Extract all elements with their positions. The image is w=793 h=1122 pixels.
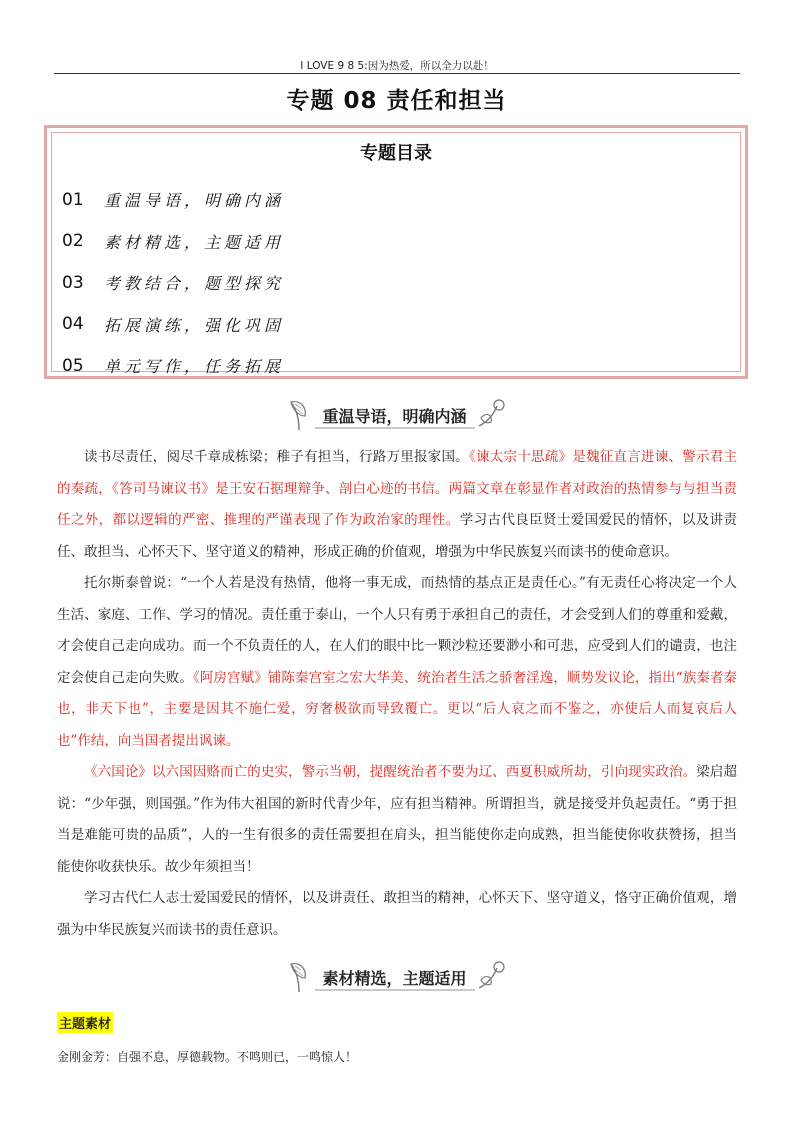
flower-icon [475,958,509,998]
header-divider [54,73,740,74]
toc-item-number: 02 [62,231,84,252]
toc-box [44,125,748,379]
toc-item[interactable] [62,345,284,387]
toc-list [62,179,284,387]
paragraph-1-body [57,442,737,568]
paragraph-1-tail: 学习古代良臣贤士爱国爱民的情怀，以及讲责任、敢担当、心怀天下、坚守道义的精神，形成正确的价值观，增强为中华民族复兴而读书的使命意识。 [57,512,738,560]
section-banner-intro [0,386,793,436]
toc-item-label: 重温导语，明确内涵 [104,191,285,211]
material-tag: 主题素材 [57,1012,113,1033]
page-header-text: I LOVE 9 8 5:因为热爱，所以全力以赴！ [300,60,494,72]
toc-item[interactable] [62,221,284,263]
paragraph-4-body: 学习古代仁人志士爱国爱民的情怀，以及讲责任、敢担当的精神，心怀天下、坚守道义，恪守正确价值观，增强为中华民族复兴而读书的责任意识。 [57,890,737,938]
paragraph-2-highlight: 《阿房宫赋》铺陈秦宫室之宏大华美、统治者生活之骄奢淫逸，顺势发议论，指出“族秦者秦也，非天下也”，主要是因其不施仁爱，穷奢极欲而导致覆亡。更以“后人哀之而不鉴之，亦使后人而复哀后人也”作结，向当国者提出讽谏。 [57,669,737,749]
toc-item[interactable] [62,262,284,304]
page-title: 专题 08 责任和担当 [286,88,507,114]
leaf-icon [284,958,314,998]
paragraph-2 [57,568,737,757]
paragraph-2-lead: 托尔斯泰曾说：“一个人若是没有热情，他将一事无成，而热情的基点正是责任心。”有无责任心将决定一个人生活、家庭、工作、学习的情况。责任重于泰山，一个人只有勇于承担自己的责任，才会受到人们的尊重和爱戴，才会使自己走向成功。而一个不负责任的人，在人们的眼中比一颗沙粒还要渺小和可悲，应受到人们的谴责，也注定会使自己走向失败。 [57,575,737,686]
leaf-icon [284,396,314,436]
paragraph-2-body [57,568,737,757]
material-first-line: 金刚金芳：自强不息，厚德载物。不鸣则已，一鸣惊人！ [57,1050,358,1064]
toc-item[interactable] [62,304,284,346]
toc-item-number: 03 [62,272,84,293]
paragraph-3-body [57,757,737,883]
toc-item-number: 05 [62,355,84,376]
toc-item-number: 01 [62,189,84,210]
paragraph-1-highlight: 《谏太宗十思疏》是魏征直言进谏、警示君主的奏疏，《答司马谏议书》是王安石据理辩争、剖白心迹的书信。两篇文章在彰显作者对政治的热情参与与担当责任之外，都以逻辑的严密、推理的严谨表现了作为政治家的理性。 [57,449,737,528]
section-banner-material [0,948,793,998]
paragraph-1 [57,442,737,568]
flower-icon [475,396,509,436]
section-banner-title: 重温导语，明确内涵 [314,404,474,429]
toc-title: 专题目录 [360,143,432,164]
paragraph-3-tail: 梁启超说：“少年强，则国强。”作为伟大祖国的新时代青少年，应有担当精神。所谓担当，就是接受并负起责任。“勇于担当是难能可贵的品质”，人的一生有很多的责任需要担在肩头，担当能使你走向成熟，担当能使你收获赞扬，担当能使你收获快乐。故少年须担当！ [57,764,738,875]
section-banner-title: 素材精选，主题适用 [314,966,474,991]
paragraph-3 [57,757,737,883]
paragraph-4 [57,883,737,946]
toc-item-label: 单元写作，任务拓展 [104,357,285,377]
paragraph-1-lead: 读书尽责任，阅尽千章成栋梁；稚子有担当，行路万里报家国。 [84,449,469,465]
paragraph-3-highlight: 《六国论》以六国因赂而亡的史实，警示当朝，提醒统治者不要为辽、西夏积威所劫，引向现实政治。 [84,764,697,780]
toc-item-label: 素材精选，主题适用 [104,232,285,252]
toc-item-label: 拓展演练，强化巩固 [104,315,285,335]
toc-item[interactable] [62,179,284,221]
toc-item-label: 考教结合，题型探究 [104,274,285,294]
toc-inner-border [51,132,741,377]
toc-item-number: 04 [62,314,84,335]
